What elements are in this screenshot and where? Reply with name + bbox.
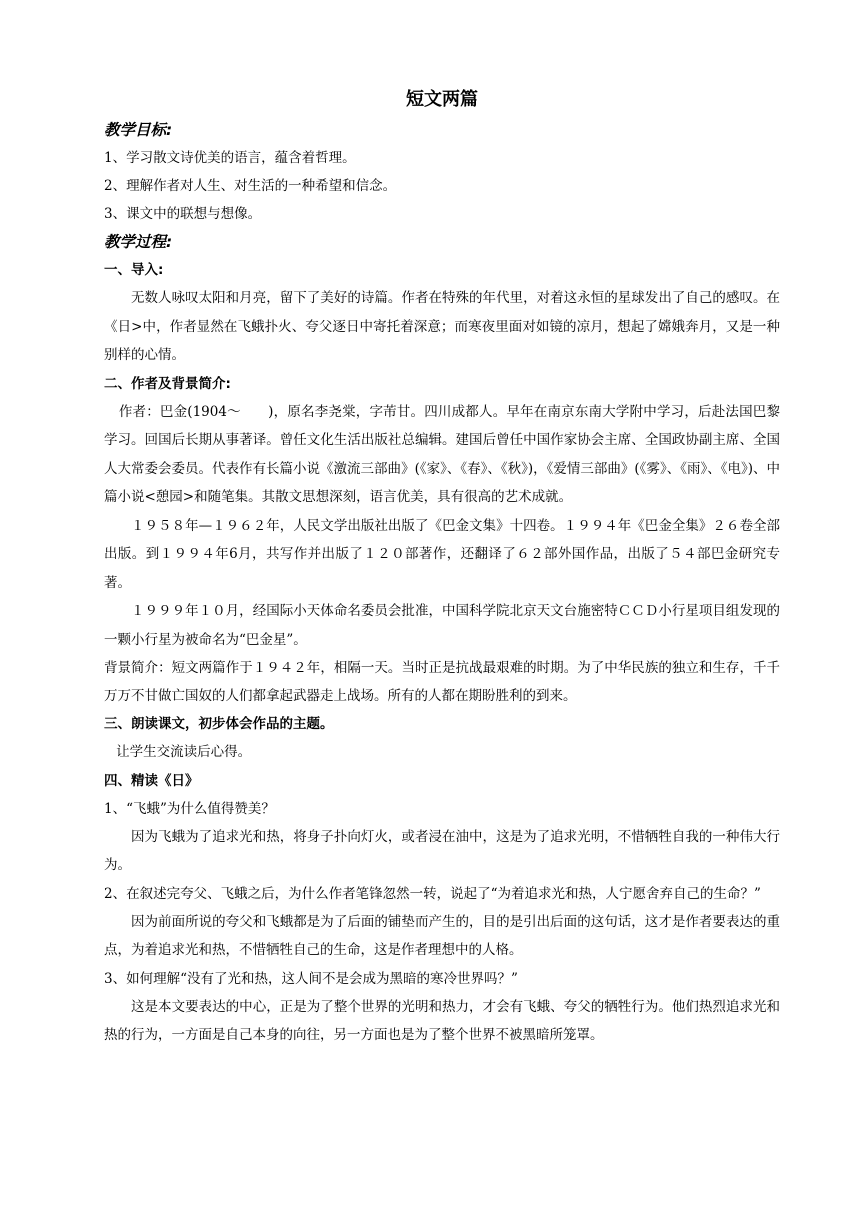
objective-item: 2、理解作者对人生、对生活的一种希望和信念。: [104, 178, 397, 194]
document-title: 短文两篇: [406, 89, 478, 110]
section-heading-author: 二、作者及背景简介:: [104, 375, 231, 392]
objective-item: 1、学习散文诗优美的语言，蕴含着哲理。: [104, 150, 356, 166]
process-heading: 教学过程:: [104, 233, 173, 251]
reading-paragraph: 让学生交流读后心得。: [116, 744, 252, 760]
document-page: [104, 86, 780, 1050]
objective-item: 3、课文中的联想与想像。: [104, 206, 262, 222]
author-paragraph: 作者：巴金(1904～ )，原名李尧棠，字芾甘。四川成都人。早年在南京东南大学附中学习，后赴法国巴黎学习。回国后长期从事著译。曾任文化生活出版社总编辑。建国后曾任中国作家协会主席、全国政协副主席、全国人大常委会委员。代表作有长篇小说《激流三部曲》(《家》、《春》、《秋》)，《爱情三部曲》(《雾》、《雨》、《电》)、中篇小说<憩园>和随笔集。其散文思想深刻，语言优美，具有很高的艺术成就。: [104, 403, 780, 505]
answer-2: 因为前面所说的夸父和飞蛾都是为了后面的铺垫而产生的，目的是引出后面的这句话，这才是作者要表达的重点，为着追求光和热，不惜牺牲自己的生命，这是作者理想中的人格。: [104, 913, 780, 958]
section-heading-close-reading: 四、精读《日》: [104, 772, 199, 789]
publication-paragraph: １９５８年—１９６２年，人民文学出版社出版了《巴金文集》十四卷。１９９４年《巴金全集》２６卷全部出版。到１９９４年6月，共写作并出版了１２０部著作，还翻译了６２部外国作品，出版了５４部巴金研究专著。: [104, 517, 780, 591]
section-heading-reading: 三、朗读课文，初步体会作品的主题。: [104, 716, 334, 732]
answer-1: 因为飞蛾为了追求光和热，将身子扑向灯火，或者浸在油中，这是为了追求光明，不惜牺牲自我的一种伟大行为。: [104, 828, 780, 873]
objectives-heading: 教学目标:: [104, 121, 173, 139]
question-2: 2、在叙述完夸父、飞蛾之后，为什么作者笔锋忽然一转，说起了“为着追求光和热，人宁愿舍弃自己的生命？”: [104, 885, 761, 902]
intro-paragraph: 无数人咏叹太阳和月亮，留下了美好的诗篇。作者在特殊的年代里，对着这永恒的星球发出了自己的感叹。在《日>中，作者显然在飞蛾扑火、夸父逐日中寄托着深意；而寒夜里面对如镜的凉月，想起了嫦娥奔月，又是一种别样的心情。: [104, 290, 780, 363]
asteroid-paragraph: １９９９年１０月，经国际小天体命名委员会批准，中国科学院北京天文台施密特ＣＣＤ小行星项目组发现的一颗小行星为被命名为“巴金星”。: [104, 603, 780, 648]
background-paragraph: 背景简介：短文两篇作于１９４２年，相隔一天。当时正是抗战最艰难的时期。为了中华民族的独立和生存，千千万万不甘做亡国奴的人们都拿起武器走上战场。所有的人都在期盼胜利的到来。: [104, 660, 780, 704]
section-heading-intro: 一、导入:: [104, 262, 164, 278]
answer-3: 这是本文要表达的中心，正是为了整个世界的光明和热力，才会有飞蛾、夸父的牺牲行为。他们热烈追求光和热的行为，一方面是自己本身的向往，另一方面也是为了整个世界不被黑暗所笼罩。: [104, 998, 780, 1043]
question-3: 3、如何理解“没有了光和热，这人间不是会成为黑暗的寒冷世界吗？”: [104, 970, 518, 987]
question-1: 1、“飞蛾”为什么值得赞美？: [104, 800, 275, 817]
